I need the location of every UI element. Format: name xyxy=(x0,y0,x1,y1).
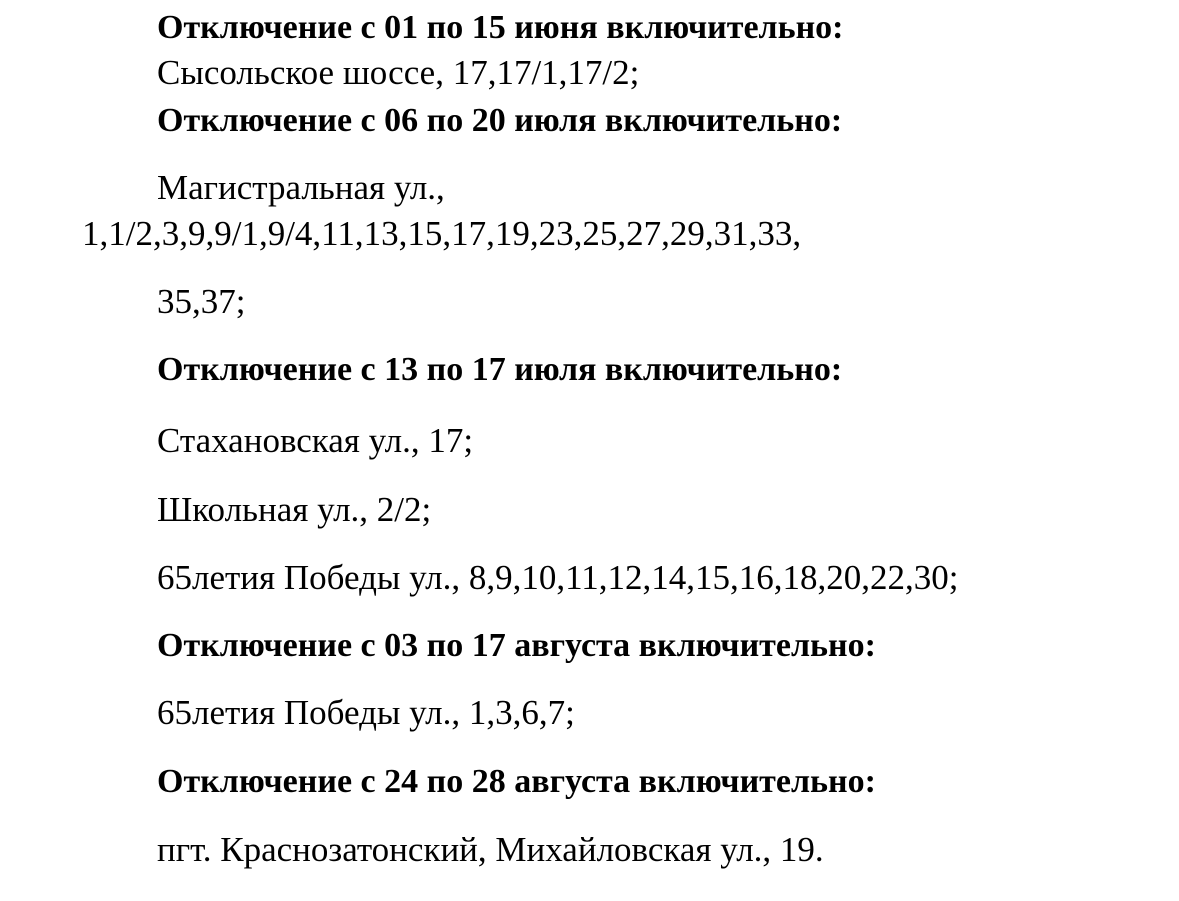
address-line: 35,37; xyxy=(157,282,246,321)
address-line: Стахановская ул., 17; xyxy=(157,421,474,460)
address-line: 65летия Победы ул., 1,3,6,7; xyxy=(157,693,575,732)
section-heading: Отключение с 24 по 28 августа включительно: xyxy=(157,763,876,800)
section-heading: Отключение с 06 по 20 июля включительно: xyxy=(157,102,843,139)
address-line: Магистральная ул., xyxy=(157,168,445,207)
section-heading: Отключение с 13 по 17 июля включительно: xyxy=(157,351,843,388)
address-line: Школьная ул., 2/2; xyxy=(157,490,432,529)
section-heading: Отключение с 03 по 17 августа включительно: xyxy=(157,627,876,664)
address-line: пгт. Краснозатонский, Михайловская ул., 19. xyxy=(157,830,824,869)
address-line: Сысольское шоссе, 17,17/1,17/2; xyxy=(157,53,640,92)
address-line: 65летия Победы ул., 8,9,10,11,12,14,15,16,18,20,22,30; xyxy=(157,558,959,597)
address-line: 1,1/2,3,9,9/1,9/4,11,13,15,17,19,23,25,27,29,31,33, xyxy=(82,214,802,253)
section-heading: Отключение с 01 по 15 июня включительно: xyxy=(157,9,844,46)
